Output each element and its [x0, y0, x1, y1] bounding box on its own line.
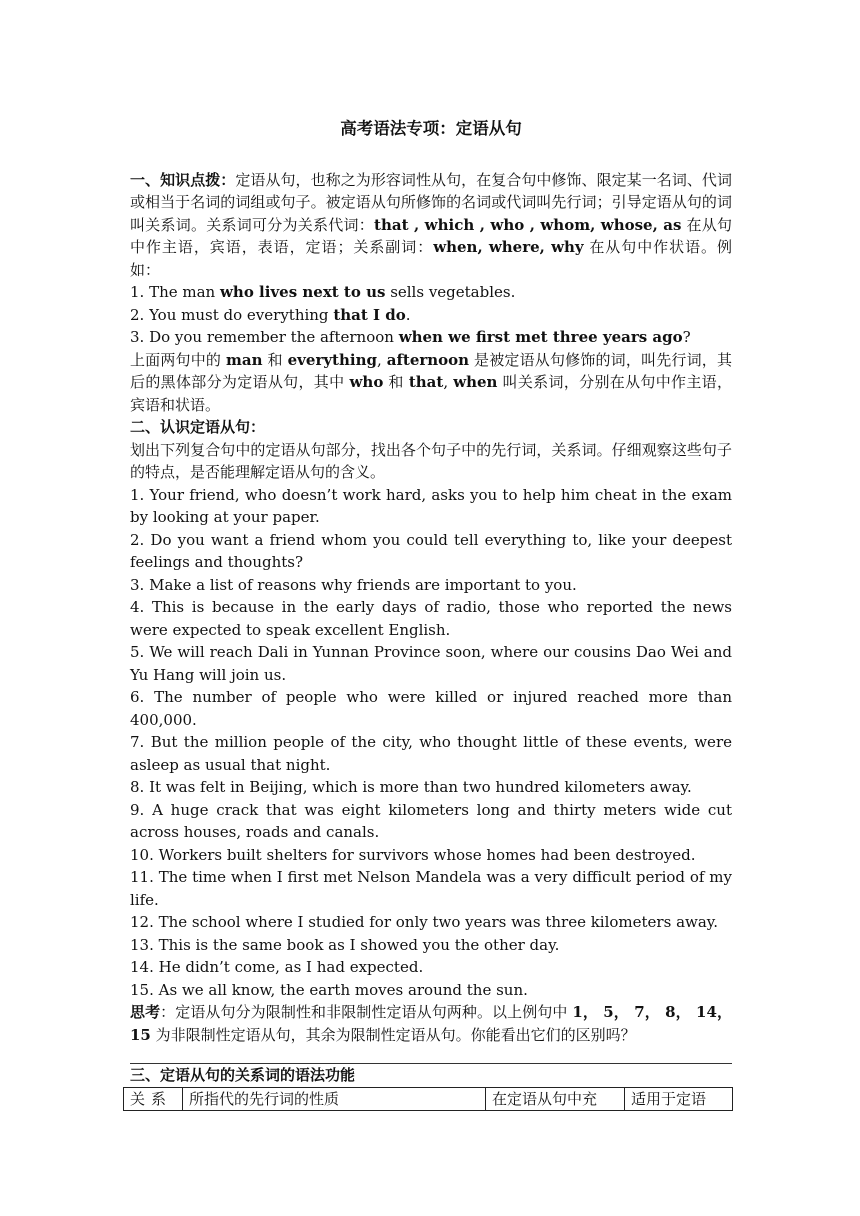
intro-text-b: 在从句中作主语，宾语，表语，定语；关系副词：: [130, 215, 732, 256]
example-clause: that I do: [333, 305, 406, 324]
example-clause: who lives next to us: [220, 283, 386, 301]
explain-bold: when: [453, 373, 498, 391]
explain-bold: everything: [287, 350, 377, 369]
example-text: 2. You must do everything: [130, 305, 334, 324]
document-page: [130, 118, 732, 1111]
explain-bold: man: [226, 350, 263, 369]
relative-adverbs: when, where, why: [433, 238, 584, 256]
explain-bold: afternoon: [386, 350, 470, 369]
sentence-item: 1. Your friend, who doesn’t work hard, asks you to help him cheat in the exam by looking at your paper.: [130, 485, 732, 526]
example-2: [130, 304, 732, 327]
example-text: 1. The man: [130, 283, 220, 301]
think-text-b: 为非限制性定语从句，其余为限制性定语从句。你能看出它们的区别吗？: [150, 1025, 636, 1044]
explain-text: 上面两句中的: [130, 350, 227, 369]
section3-heading: 三、定语从句的关系词的语法功能: [130, 1063, 732, 1087]
example-clause: when we first met three years ago: [398, 328, 683, 346]
intro-text-a: 定语从句，也称之为形容词性从句，在复合句中修饰、限定某一名词、代词或相当于名词的词组或句子。被定语从句所修饰的名词或代词叫先行词；引导定语从句的词叫关系词。关系词可分为关系代词：: [130, 170, 732, 234]
section1-heading: 一、知识点拨：: [130, 170, 236, 189]
sentence-item: 6. The number of people who were killed or injured reached more than 400,000.: [130, 688, 732, 729]
section2-instruction: 划出下列复合句中的定语从句部分，找出各个句子中的先行词，关系词。仔细观察这些句子的特点，是否能理解定语从句的含义。: [130, 440, 732, 481]
explain-bold: who: [349, 373, 384, 391]
table-header-row: [124, 1087, 733, 1111]
explain-text: 叫关系词，分别在从句中作主语，宾语和状语。: [130, 373, 732, 414]
section2-heading: 二、认识定语从句：: [130, 418, 266, 436]
table-header-cell: 关系: [124, 1087, 183, 1111]
table-header-cell: 所指代的先行词的性质: [183, 1087, 486, 1111]
explain-bold: that: [408, 373, 444, 391]
explain-text: ,: [443, 373, 454, 391]
think-paragraph: [130, 1001, 732, 1046]
sentence-item: 7. But the million people of the city, who thought little of these events, were asleep as usual that night.: [130, 733, 732, 774]
table-header-cell: 适用于定语: [625, 1087, 733, 1111]
sentence-item: 11. The time when I first met Nelson Mandela was a very difficult period of my life.: [130, 868, 732, 909]
sentence-item: 2. Do you want a friend whom you could tell everything to, like your deepest feelings and thoughts?: [130, 530, 732, 571]
sentence-item: 8. It was felt in Beijing, which is more than two hundred kilometers away.: [130, 778, 692, 796]
explain-text: 和: [262, 350, 288, 369]
example-text: sells vegetables.: [385, 283, 516, 301]
sentence-item: 3. Make a list of reasons why friends are important to you.: [130, 575, 577, 594]
sentence-item: 4. This is because in the early days of radio, those who reported the news were expected to speak excellent English.: [130, 598, 732, 639]
example-text: .: [405, 305, 411, 324]
sentence-item: 5. We will reach Dali in Yunnan Province soon, where our cousins Dao Wei and Yu Hang will join us.: [130, 643, 732, 684]
example-text: ?: [682, 328, 691, 346]
sentence-item: 10. Workers built shelters for survivors whose homes had been destroyed.: [130, 845, 696, 864]
table-header-cell: 在定语从句中充: [486, 1087, 625, 1111]
think-text-a: ：定语从句分为限制性和非限制性定语从句两种。以上例句中: [160, 1003, 573, 1021]
example-1: [130, 281, 732, 304]
explain-text: 是被定语从句修饰的词，叫先行词，其后的黑体部分为定语从句，其中: [130, 350, 732, 391]
relative-pronouns: that , which , who , whom, whose, as: [374, 215, 682, 234]
explain-text: 和: [383, 373, 409, 391]
explain-text: ,: [377, 350, 387, 369]
sentence-item: 15. As we all know, the earth moves around the sun.: [130, 980, 528, 999]
think-numbers: 1， 5， 7， 8， 14， 15: [130, 1003, 732, 1044]
explanation: [130, 349, 732, 417]
think-label: 思考: [130, 1003, 161, 1021]
sentence-item: 13. This is the same book as I showed you the other day.: [130, 935, 560, 954]
sentence-item: 12. The school where I studied for only two years was three kilometers away.: [130, 913, 719, 931]
section1-intro: [130, 169, 732, 282]
sentence-item: 14. He didn’t come, as I had expected.: [130, 958, 424, 976]
intro-text-c: 在从句中作状语。例如：: [130, 238, 732, 279]
page-title: 高考语法专项：定语从句: [340, 119, 522, 138]
sentence-item: 9. A huge crack that was eight kilometers long and thirty meters wide cut across houses, roads and canals.: [130, 800, 732, 841]
example-text: 3. Do you remember the afternoon: [130, 328, 399, 346]
example-3: [130, 326, 732, 349]
relative-word-table: [123, 1087, 733, 1112]
